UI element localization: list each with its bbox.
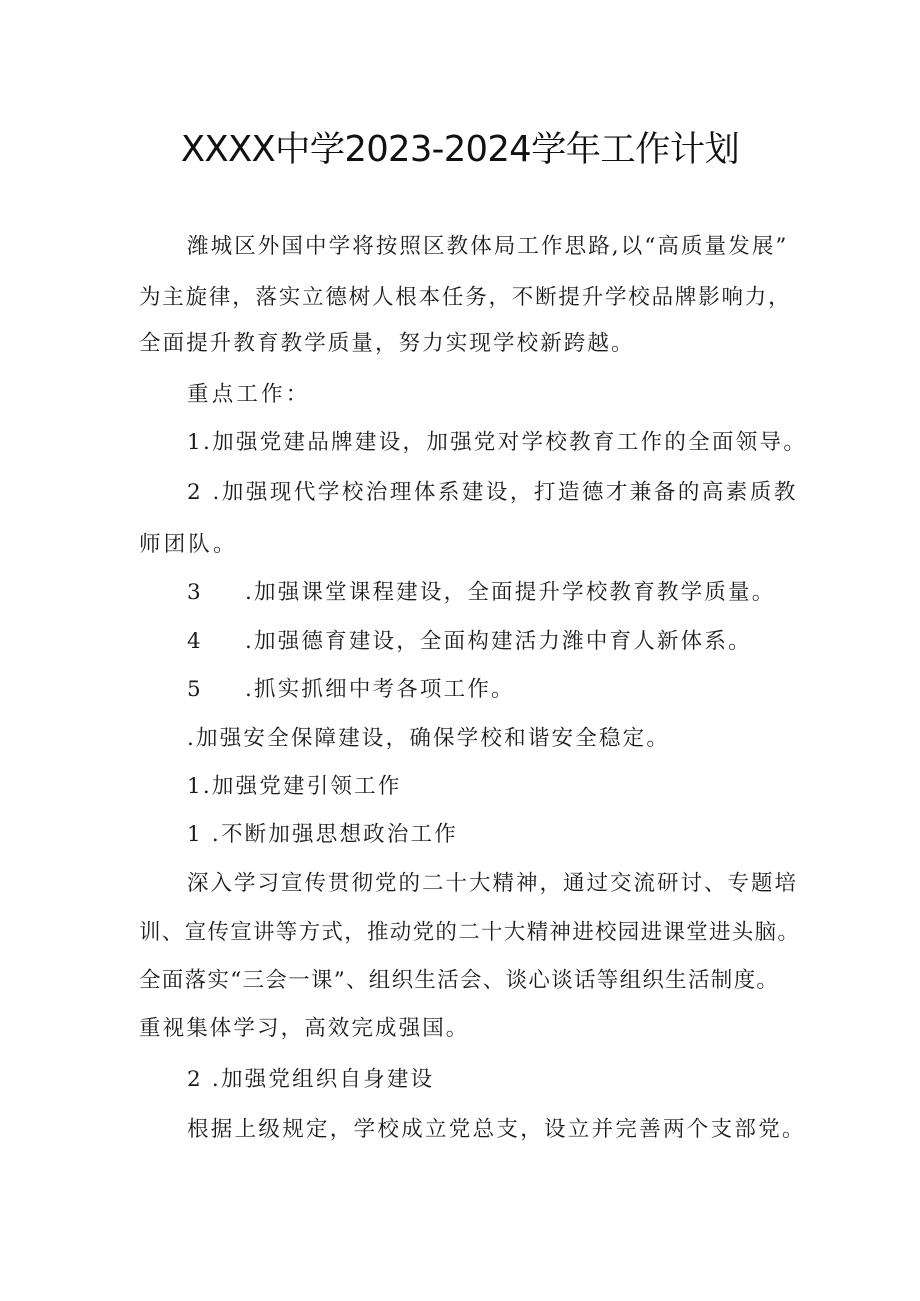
list-item-6: .加强安全保障建设，确保学校和谐安全稳定。: [187, 726, 671, 751]
subsection-heading-1: 1 .不断加强思想政治工作: [187, 822, 458, 847]
list-item-2-line-2: 师团队。: [139, 532, 238, 557]
list-item-5-text: .抓实抓细中考各项工作。: [245, 677, 515, 702]
subsection-1-line-4: 重视集体学习，高效完成强国。: [139, 1016, 470, 1041]
paragraph-intro-line-2: 为主旋律，落实立德树人根本任务，不断提升学校品牌影响力，: [139, 285, 792, 310]
paragraph-intro-line-1: 潍城区外国中学将按照区教体局工作思路,以“高质量发展”: [187, 234, 789, 259]
list-item-1: 1.加强党建品牌建设，加强党对学校教育工作的全面领导。: [187, 430, 808, 455]
list-item-3-number: 3: [187, 580, 204, 605]
section-heading-1: 1.加强党建引领工作: [187, 774, 402, 799]
subsection-1-line-2: 训、宣传宣讲等方式，推动党的二十大精神进校园进课堂进头脑。: [139, 920, 801, 945]
subsection-2-line-1: 根据上级规定，学校成立党总支，设立并完善两个支部党。: [187, 1117, 806, 1142]
list-item-4-text: .加强德育建设，全面构建活力潍中育人新体系。: [245, 629, 752, 654]
list-item-2-line-1: 2 .加强现代学校治理体系建设，打造德才兼备的高素质教: [187, 480, 798, 505]
list-item-4-number: 4: [187, 629, 204, 654]
list-item-3-text: .加强课堂课程建设，全面提升学校教育教学质量。: [245, 580, 776, 605]
paragraph-intro-line-3: 全面提升教育教学质量，努力实现学校新跨越。: [139, 331, 635, 356]
document-title: XXXX中学2023-2024学年工作计划: [180, 129, 740, 170]
key-work-heading: 重点工作：: [187, 382, 311, 407]
subsection-1-line-1: 深入学习宣传贯彻党的二十大精神，通过交流研讨、专题培: [187, 871, 799, 896]
subsection-1-line-3: 全面落实“三会一课”、组织生活会、谈心谈话等组织生活制度。: [139, 968, 780, 993]
list-item-5-number: 5: [187, 677, 204, 702]
subsection-heading-2: 2 .加强党组织自身建设: [187, 1067, 435, 1092]
